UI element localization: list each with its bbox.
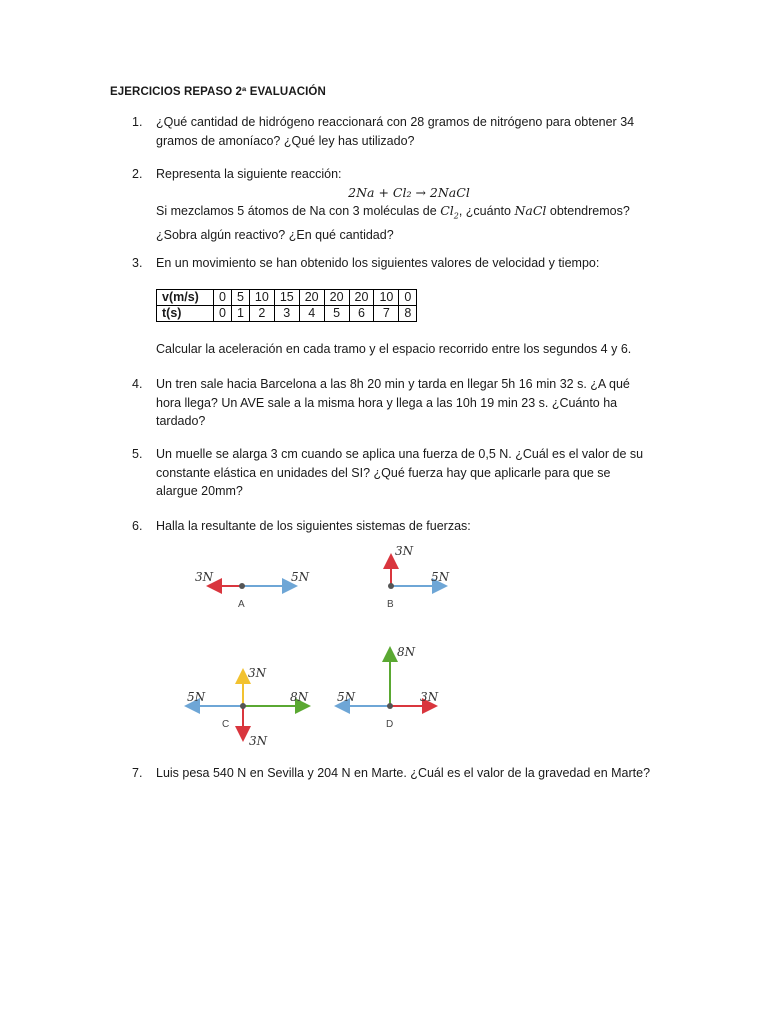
question-text: gramos de amoníaco? ¿Qué ley has utilizado?	[156, 133, 415, 148]
force-diagrams	[170, 540, 470, 755]
table-cell: 5	[231, 290, 249, 306]
table-cell: 6	[349, 306, 374, 322]
point-of-application	[387, 703, 393, 709]
table-cell: 8	[399, 306, 417, 322]
point-of-application	[240, 703, 246, 709]
formula-cl2	[440, 203, 459, 221]
force-label: 3N	[249, 734, 268, 748]
question-text: Calcular la aceleración en cada tramo y el espacio recorrido entre los segundos 4 y 6.	[156, 342, 632, 356]
force-label: 3N	[195, 570, 214, 584]
table-cell: 20	[299, 290, 324, 306]
point-of-application	[239, 583, 245, 589]
question-7	[132, 764, 662, 783]
table-cell: 10	[374, 290, 399, 306]
question-6	[132, 517, 662, 536]
force-system-d	[337, 645, 439, 730]
table-cell: 15	[274, 290, 299, 306]
question-text: hora llega? Un AVE sale a la misma hora y llega a las 10h 19 min 23 s. ¿Cuánto ha	[156, 395, 618, 410]
table-cell: 0	[399, 290, 417, 306]
diagram-label: C	[222, 719, 230, 730]
table-cell: 20	[349, 290, 374, 306]
formula-text: Cl	[440, 203, 454, 218]
table-cell: 10	[249, 290, 274, 306]
question-text: Luis pesa 540 N en Sevilla y 204 N en Marte. ¿Cuál es el valor de la gravedad en Marte?	[156, 766, 651, 780]
text-fragment: obtendremos?	[549, 204, 630, 218]
question-1	[132, 113, 662, 150]
question-text	[156, 202, 662, 226]
question-number: 3.	[132, 256, 143, 270]
table-cell: 0	[214, 306, 232, 322]
question-4	[132, 375, 662, 431]
formula-subscript: 2	[453, 211, 459, 221]
force-label: 8N	[290, 690, 309, 704]
question-text: ¿Qué cantidad de hidrógeno reaccionará con 28 gramos de nitrógeno para obtener 34	[156, 115, 635, 129]
question-5	[132, 445, 662, 501]
force-label: 3N	[395, 544, 414, 558]
table-cell: 5	[324, 306, 349, 322]
question-text: ¿Sobra algún reactivo? ¿En qué cantidad?	[156, 228, 394, 242]
force-system-a	[195, 570, 310, 610]
document-title: EJERCICIOS REPASO 2ª EVALUACIÓN	[110, 86, 326, 98]
table-header-cell: v(m/s)	[157, 290, 214, 306]
table-cell: 2	[249, 306, 274, 322]
force-system-c	[187, 666, 309, 748]
chemical-equation: 2Na + Cl₂ → 2NaCl	[348, 184, 470, 200]
table-cell: 4	[299, 306, 324, 322]
table-header-cell: t(s)	[157, 306, 214, 322]
text-fragment: , ¿cuánto	[458, 204, 511, 218]
table-row	[157, 290, 417, 306]
question-text: constante elástica en unidades del SI? ¿Qué fuerza hay que aplicarle para que se	[156, 465, 611, 480]
diagram-label: B	[387, 599, 394, 610]
table-cell: 1	[231, 306, 249, 322]
question-text: Un tren sale hacia Barcelona a las 8h 20 min y tarda en llegar 5h 16 min 32 s. ¿A qué	[156, 377, 630, 391]
force-label: 3N	[248, 666, 267, 680]
diagram-label: D	[386, 719, 394, 730]
question-text: Un muelle se alarga 3 cm cuando se aplica una fuerza de 0,5 N. ¿Cuál es el valor de su	[156, 447, 644, 461]
question-number: 1.	[132, 115, 143, 129]
table-cell: 20	[324, 290, 349, 306]
point-of-application	[388, 583, 394, 589]
question-number: 2.	[132, 167, 143, 181]
force-label: 5N	[431, 570, 450, 584]
table-cell: 0	[214, 290, 232, 306]
question-text: Representa la siguiente reacción:	[156, 167, 342, 181]
force-label: 5N	[337, 690, 356, 704]
question-3	[132, 254, 662, 273]
force-label: 3N	[420, 690, 439, 704]
question-3-continuation	[132, 340, 662, 359]
velocity-time-table	[156, 289, 417, 322]
question-text: En un movimiento se han obtenido los siguientes valores de velocidad y tiempo:	[156, 256, 600, 270]
formula-nacl: NaCl	[514, 203, 547, 218]
question-number: 6.	[132, 519, 143, 533]
text-fragment: Si mezclamos 5 átomos de Na con 3 moléculas de	[156, 204, 437, 218]
force-system-b	[387, 544, 450, 610]
question-number: 5.	[132, 447, 143, 461]
diagram-label: A	[238, 599, 245, 610]
force-label: 5N	[187, 690, 206, 704]
question-number: 7.	[132, 766, 143, 780]
table-cell: 7	[374, 306, 399, 322]
question-2	[132, 165, 662, 245]
question-text: Halla la resultante de los siguientes sistemas de fuerzas:	[156, 519, 471, 533]
question-number: 4.	[132, 377, 143, 391]
question-text: alargue 20mm?	[156, 484, 243, 498]
table-cell: 3	[274, 306, 299, 322]
table-row	[157, 306, 417, 322]
force-label: 8N	[397, 645, 416, 659]
question-text: tardado?	[156, 414, 206, 428]
force-label: 5N	[291, 570, 310, 584]
